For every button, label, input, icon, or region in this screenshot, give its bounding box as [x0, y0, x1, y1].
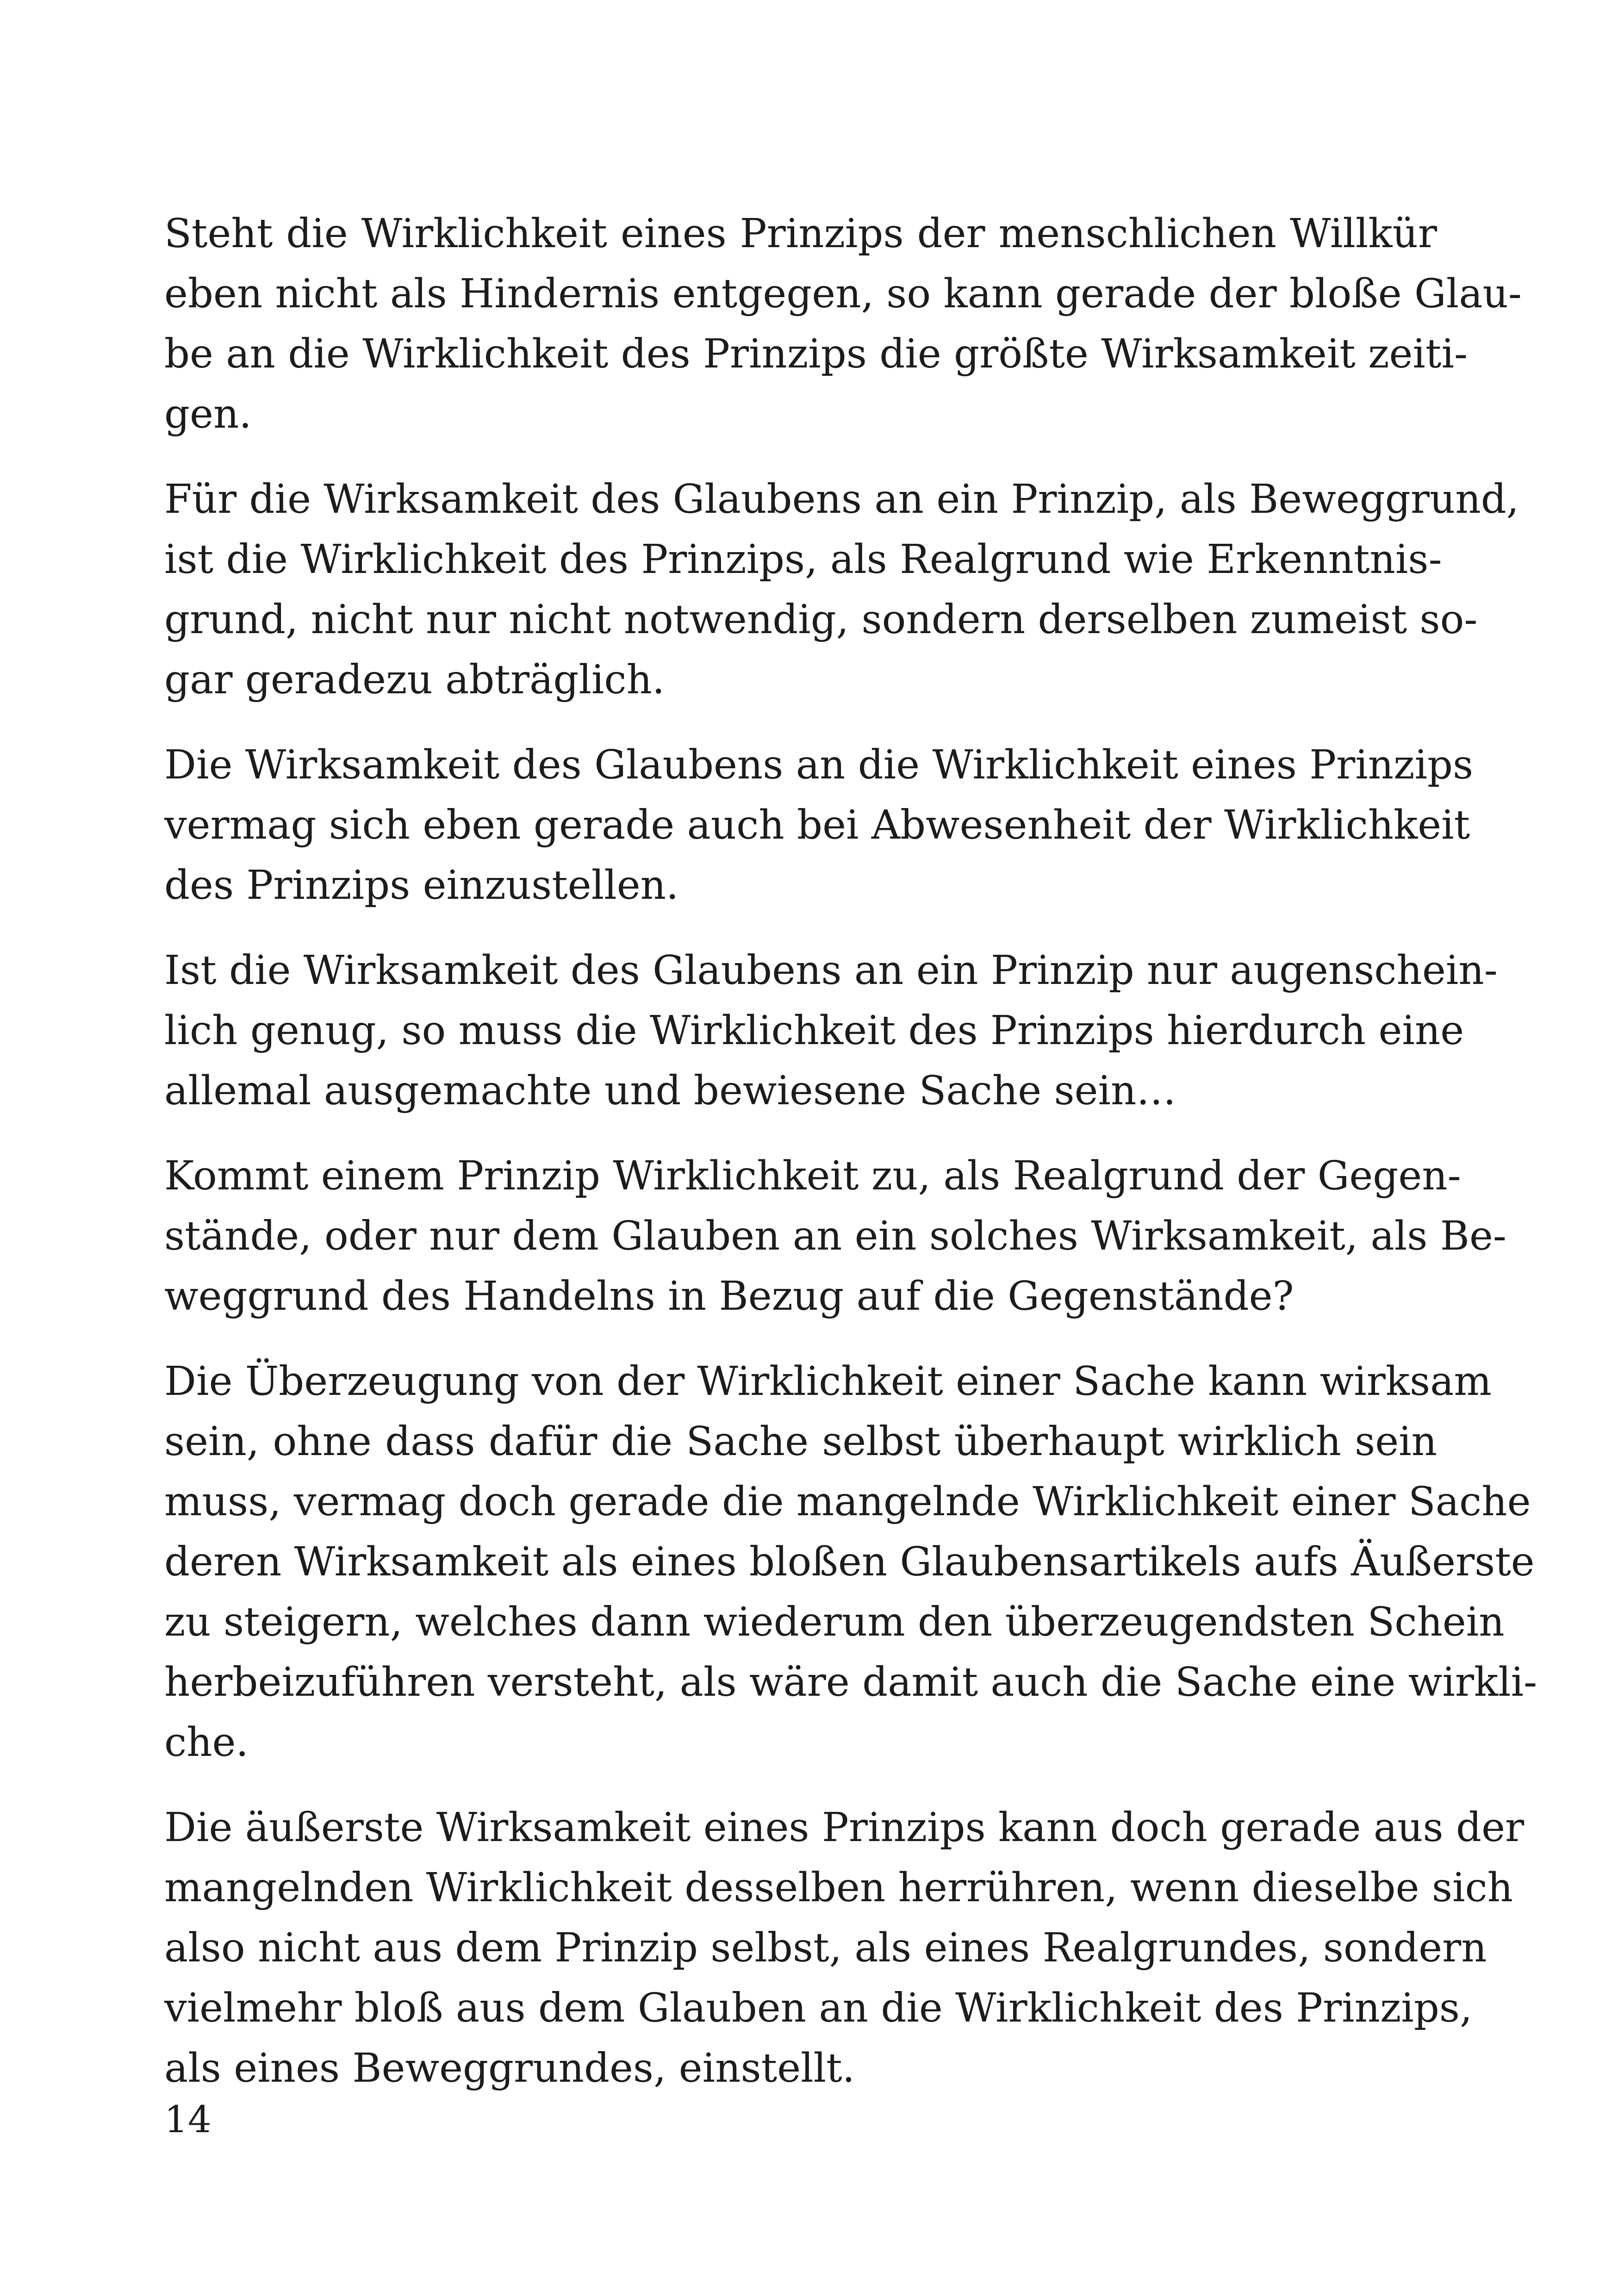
paragraph — [164, 1146, 1506, 1326]
text-line: Für die Wirksamkeit des Glaubens an ein Prinzip, als Beweggrund, — [164, 476, 1519, 523]
text-line: lich genug, so muss die Wirklichkeit des Prinzips hierdurch eine — [164, 1008, 1464, 1054]
paragraph — [164, 735, 1474, 915]
text-line: Die Wirksamkeit des Glaubens an die Wirklichkeit eines Prinzips — [164, 742, 1474, 788]
paragraph — [164, 940, 1498, 1121]
text-line: Die äußerste Wirksamkeit eines Prinzips kann doch gerade aus der — [164, 1804, 1525, 1851]
text-line: Steht die Wirklichkeit eines Prinzips der menschlichen Willkür — [164, 211, 1437, 257]
text-line: be an die Wirklichkeit des Prinzips die größte Wirksamkeit zeiti- — [164, 331, 1468, 377]
text-line: stände, oder nur dem Glauben an ein solches Wirksamkeit, als Be- — [164, 1213, 1506, 1259]
text-line: vermag sich eben gerade auch bei Abwesenheit der Wirklichkeit — [164, 802, 1470, 848]
body-text — [164, 204, 1537, 2123]
text-line: als eines Beweggrundes, einstellt. — [164, 2045, 855, 2091]
paragraph — [164, 1798, 1525, 2098]
text-line: allemal ausgemachte und bewiesene Sache sein… — [164, 1068, 1176, 1114]
text-line: grund, nicht nur nicht notwendig, sondern derselben zumeist so- — [164, 597, 1478, 643]
page-number: 14 — [164, 2098, 212, 2141]
text-line: che. — [164, 1719, 249, 1766]
text-line: des Prinzips einzustellen. — [164, 862, 679, 908]
text-line: Kommt einem Prinzip Wirklichkeit zu, als Realgrund der Gegen- — [164, 1153, 1461, 1199]
text-line: muss, vermag doch gerade die mangelnde Wirklichkeit einer Sache — [164, 1479, 1531, 1525]
text-line: gar geradezu abträglich. — [164, 657, 665, 703]
text-line: zu steigern, welches dann wiederum den überzeugendsten Schein — [164, 1599, 1505, 1645]
text-line: ist die Wirklichkeit des Prinzips, als Realgrund wie Erkenntnis- — [164, 536, 1442, 583]
paragraph — [164, 204, 1522, 444]
text-line: Die Überzeugung von der Wirklichkeit einer Sache kann wirksam — [164, 1358, 1492, 1405]
text-line: mangelnden Wirklichkeit desselben herrühren, wenn dieselbe sich — [164, 1865, 1513, 1911]
text-line: gen. — [164, 391, 252, 437]
text-line: weggrund des Handelns in Bezug auf die Gegenstände? — [164, 1273, 1294, 1319]
text-line: vielmehr bloß aus dem Glauben an die Wirklichkeit des Prinzips, — [164, 1985, 1473, 2031]
text-line: sein, ohne dass dafür die Sache selbst überhaupt wirklich sein — [164, 1419, 1437, 1465]
text-line: also nicht aus dem Prinzip selbst, als eines Realgrundes, sondern — [164, 1925, 1487, 1971]
text-line: herbeizuführen versteht, als wäre damit auch die Sache eine wirkli- — [164, 1659, 1537, 1705]
text-line: Ist die Wirksamkeit des Glaubens an ein Prinzip nur augenschein- — [164, 947, 1498, 994]
text-line: eben nicht als Hindernis entgegen, so kann gerade der bloße Glau- — [164, 271, 1522, 317]
paragraph — [164, 469, 1519, 710]
text-line: deren Wirksamkeit als eines bloßen Glaubensartikels aufs Äußerste — [164, 1539, 1535, 1585]
paragraph — [164, 1351, 1537, 1773]
